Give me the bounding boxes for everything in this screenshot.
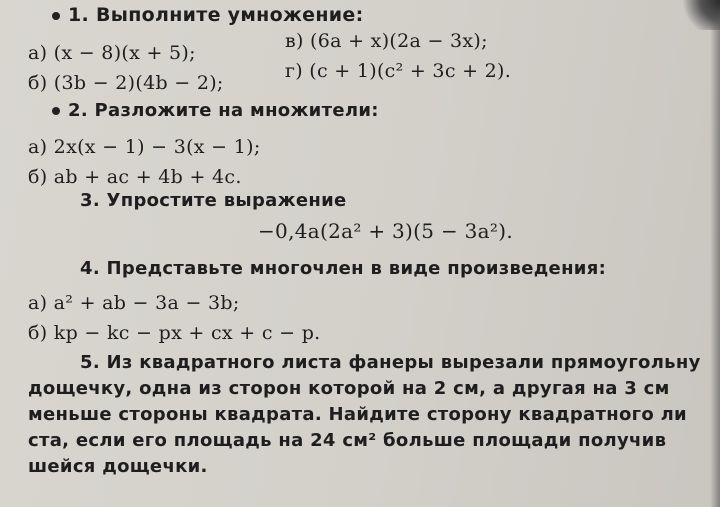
task1-header-text: 1. Выполните умножение: [68, 4, 364, 26]
bullet-icon [52, 12, 60, 20]
task5-line-4: ста, если его площадь на 24 см² больше площади получив [28, 430, 667, 451]
task5-line-3: меньше стороны квадрата. Найдите сторону квадратного ли [28, 404, 687, 425]
task2-header-text: 2. Разложите на множители: [68, 100, 379, 121]
task2-item-b: б) ab + ac + 4b + 4c. [28, 166, 242, 188]
page-edge-shadow [710, 0, 720, 507]
task1-item-a: а) (x − 8)(x + 5); [28, 42, 196, 64]
task4-item-a: а) a² + ab − 3a − 3b; [28, 292, 240, 314]
bullet-icon [52, 107, 60, 115]
task1-header [52, 4, 363, 26]
task4-header: 4. Представьте многочлен в виде произведения: [80, 258, 607, 279]
task3-expression: −0,4a(2a² + 3)(5 − 3a²). [258, 219, 513, 243]
task2-header [52, 100, 379, 122]
task3-header: 3. Упростите выражение [80, 190, 347, 211]
task1-item-v: в) (6a + x)(2a − 3x); [285, 30, 488, 52]
task5-line-1: 5. Из квадратного листа фанеры вырезали прямоугольну [80, 352, 701, 373]
corner-shadow [680, 0, 720, 30]
task2-item-a: а) 2x(x − 1) − 3(x − 1); [28, 136, 261, 158]
task5-line-5: шейся дощечки. [28, 456, 208, 477]
task1-item-g: г) (c + 1)(c² + 3c + 2). [285, 60, 512, 82]
task4-item-b: б) kp − kc − px + cx + c − p. [28, 322, 321, 344]
task5-line-2: дощечку, одна из сторон которой на 2 см, а другая на 3 см [28, 378, 670, 399]
task1-item-b: б) (3b − 2)(4b − 2); [28, 72, 224, 94]
